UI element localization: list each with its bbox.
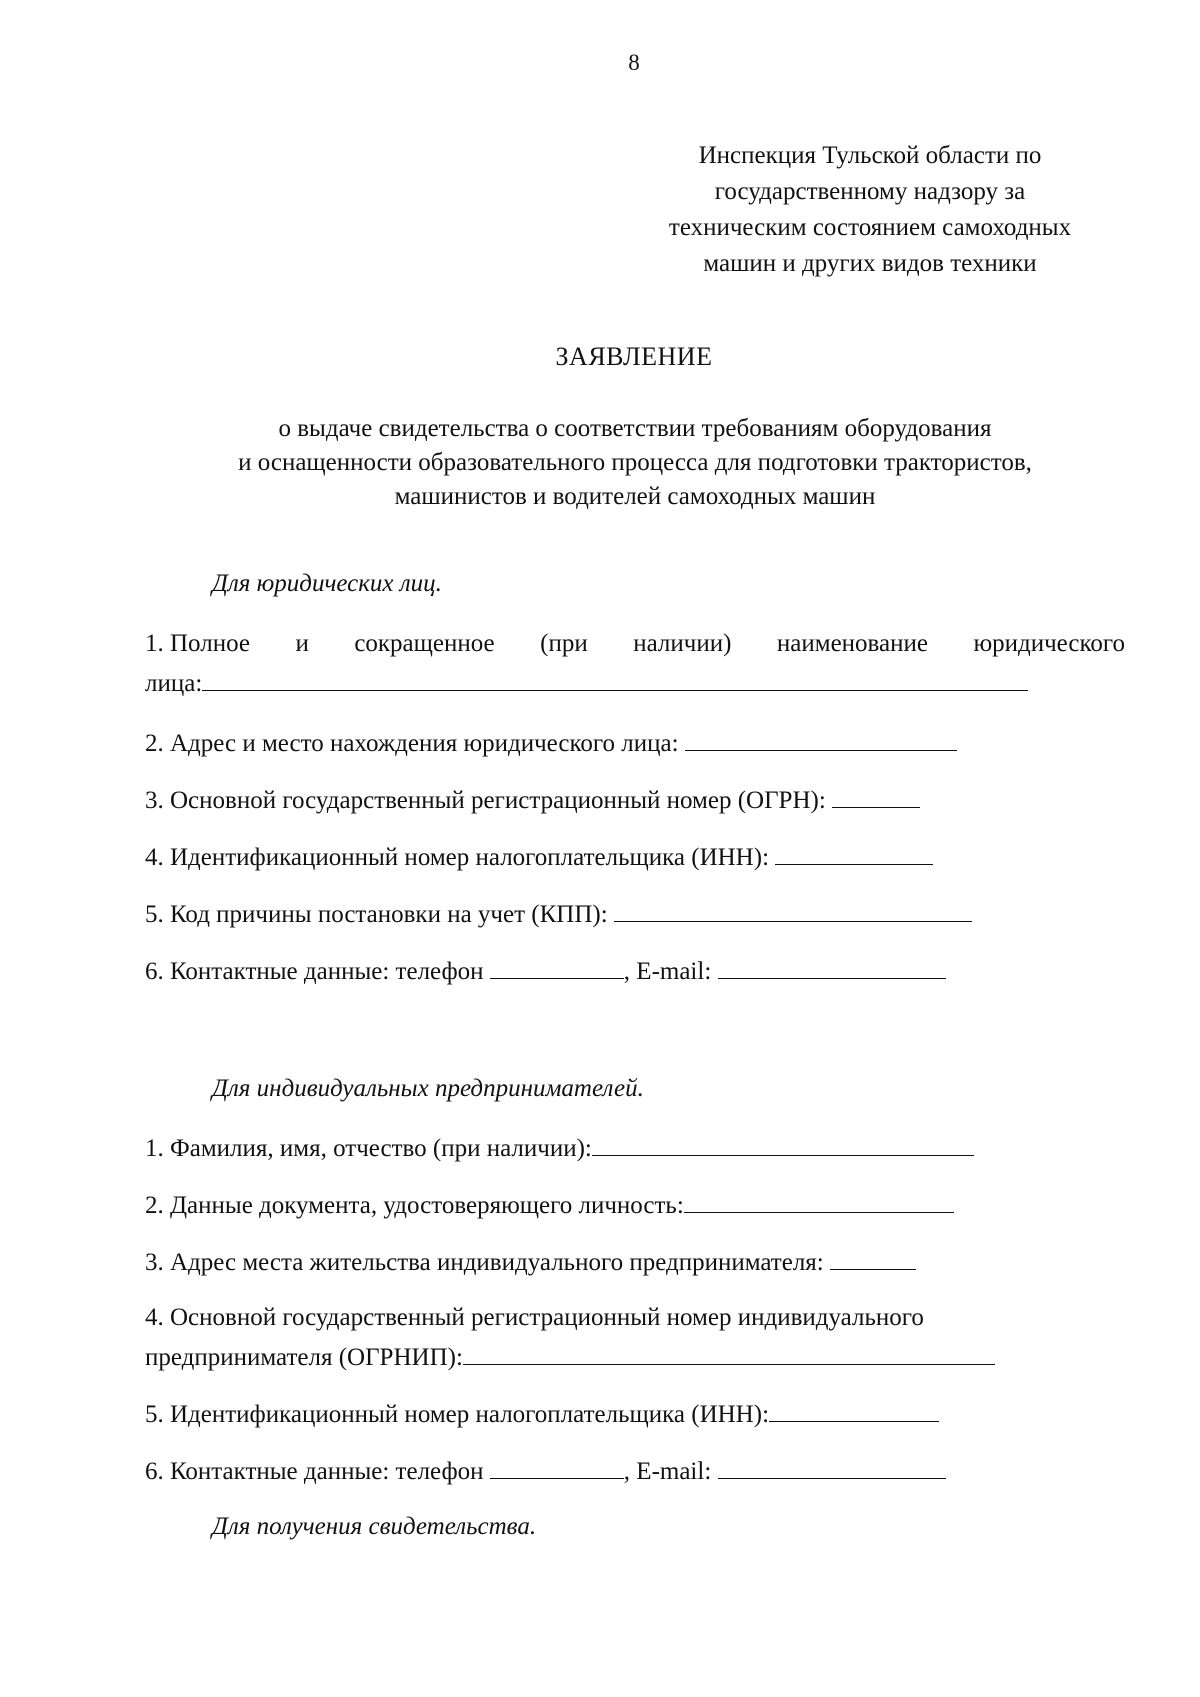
legal-item-1-line1 [145, 630, 1125, 658]
inn-blank[interactable] [775, 842, 933, 865]
ip-item-5 [145, 1399, 939, 1429]
legal-item-6 [145, 956, 946, 986]
word: юридического [973, 630, 1125, 657]
word: наличии) [633, 630, 732, 657]
residence-blank[interactable] [830, 1247, 916, 1270]
email-label: , E-mail: [623, 1458, 712, 1485]
id-document-blank[interactable] [684, 1190, 954, 1213]
ogrnip-blank[interactable] [463, 1342, 995, 1365]
legal-item-4 [145, 842, 933, 872]
legal-item-5 [145, 899, 972, 929]
address-blank[interactable] [685, 728, 957, 751]
recipient-block [620, 138, 1120, 282]
ip-item-6 [145, 1456, 946, 1486]
field-label: 5. Код причины постановки на учет (КПП): [145, 901, 608, 928]
word: (при [540, 630, 588, 657]
legal-item-2 [145, 728, 957, 758]
field-label: лица: [145, 670, 203, 697]
certificate-heading: Для получения свидетельства. [212, 1513, 537, 1540]
subtitle-line: машинистов и водителей самоходных машин [394, 483, 876, 510]
word: 1. Полное [145, 630, 250, 657]
legal-item-1-line2 [145, 668, 1028, 698]
field-label: 3. Адрес места жительства индивидуального предпринимателя: [145, 1249, 824, 1276]
ip-item-4-line1: 4. Основной государственный регистрационный номер индивидуального [145, 1304, 924, 1331]
entrepreneurs-heading: Для индивидуальных предпринимателей. [212, 1075, 644, 1102]
kpp-blank[interactable] [614, 899, 972, 922]
phone-blank[interactable] [490, 956, 624, 979]
legal-item-3 [145, 785, 920, 815]
ip-phone-blank[interactable] [490, 1456, 624, 1479]
field-label: 1. Фамилия, имя, отчество (при наличии): [145, 1135, 592, 1162]
field-label: 4. Идентификационный номер налогоплательщика (ИНН): [145, 844, 770, 871]
email-blank[interactable] [718, 956, 946, 979]
ip-email-blank[interactable] [718, 1456, 946, 1479]
field-label: 6. Контактные данные: телефон [145, 958, 484, 985]
ip-item-2 [145, 1190, 954, 1220]
ip-item-1 [145, 1133, 974, 1163]
document-subtitle [160, 412, 1110, 514]
full-name-blank[interactable] [202, 668, 1028, 691]
field-label: 2. Данные документа, удостоверяющего личность: [145, 1192, 684, 1219]
field-label: 3. Основной государственный регистрационный номер (ОГРН): [145, 787, 826, 814]
page-number: 8 [628, 50, 640, 75]
email-label: , E-mail: [623, 958, 712, 985]
word: и [295, 630, 309, 657]
word: сокращенное [354, 630, 495, 657]
recipient-line: Инспекция Тульской области по [698, 142, 1042, 169]
subtitle-line: и оснащенности образовательного процесса для подготовки трактористов, [238, 449, 1032, 476]
recipient-line: техническим состоянием самоходных [668, 214, 1072, 241]
field-label: 2. Адрес и место нахождения юридического лица: [145, 730, 679, 757]
field-label: 5. Идентификационный номер налогоплательщика (ИНН): [145, 1401, 770, 1428]
subtitle-line: о выдаче свидетельства о соответствии требованиям оборудования [278, 415, 992, 442]
ip-item-4-line2 [145, 1342, 995, 1372]
recipient-line: машин и других видов техники [703, 250, 1037, 277]
ogrn-blank[interactable] [832, 785, 920, 808]
ip-inn-blank[interactable] [769, 1399, 939, 1422]
recipient-line: государственному надзору за [714, 178, 1026, 205]
document-title: ЗАЯВЛЕНИЕ [555, 342, 713, 371]
word: наименование [776, 630, 928, 657]
ip-item-3 [145, 1247, 916, 1277]
field-label: предпринимателя (ОГРНИП): [145, 1344, 463, 1371]
field-label: 6. Контактные данные: телефон [145, 1458, 484, 1485]
fio-blank[interactable] [592, 1133, 974, 1156]
legal-entities-heading: Для юридических лиц. [212, 570, 442, 597]
